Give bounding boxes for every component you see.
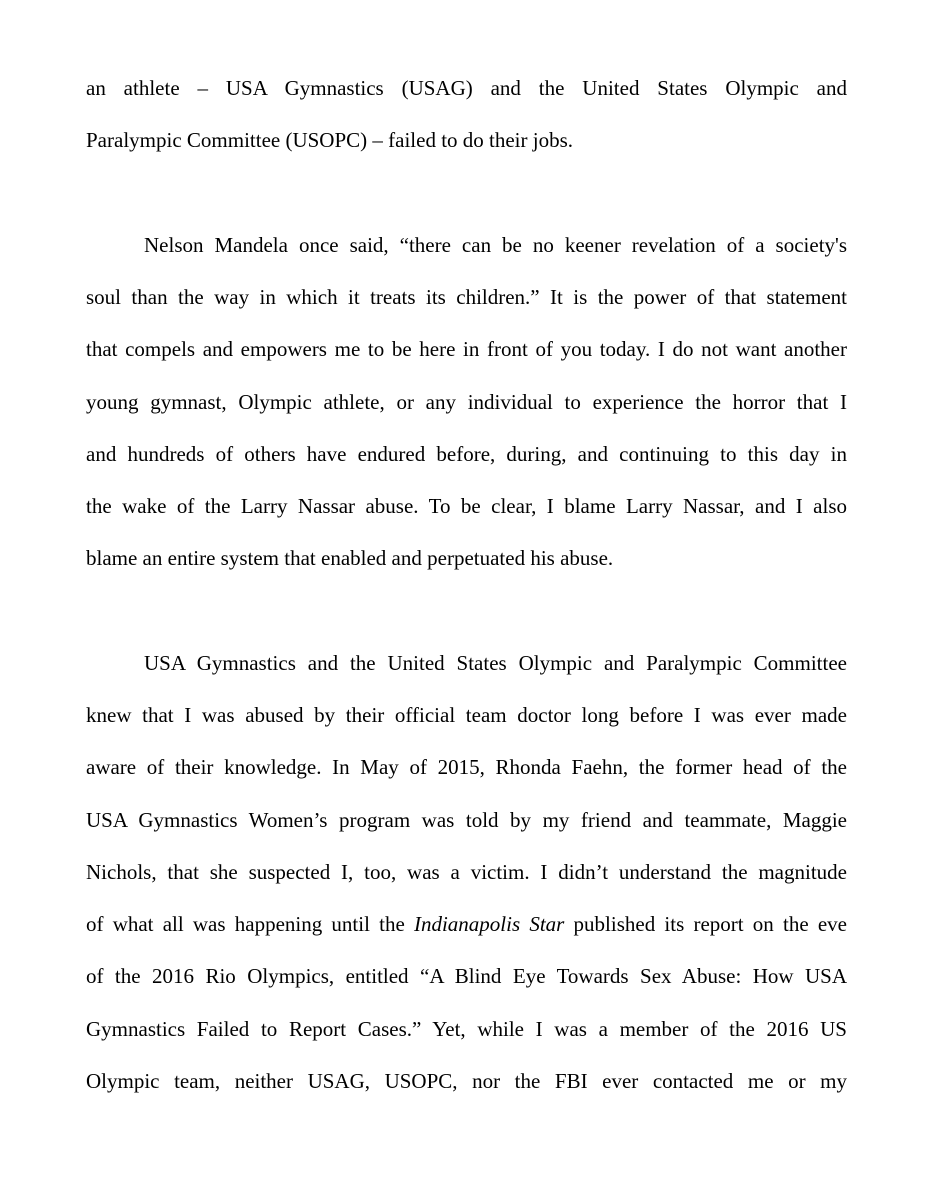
text-line: and hundreds of others have endured before, during, and continuing to this day in — [86, 442, 847, 466]
text-line: blame an entire system that enabled and perpetuated his abuse. — [86, 546, 614, 570]
text-line: an athlete – USA Gymnastics (USAG) and the United States Olympic and — [86, 76, 847, 100]
text-line: USA Gymnastics Women’s program was told by my friend and teammate, Maggie — [86, 808, 847, 832]
text-line: young gymnast, Olympic athlete, or any individual to experience the horror that I — [86, 390, 847, 414]
text-line: USA Gymnastics and the United States Olympic and Paralympic Committee — [144, 651, 847, 675]
text-line: Olympic team, neither USAG, USOPC, nor the FBI ever contacted me or my — [86, 1069, 847, 1093]
text-line: knew that I was abused by their official team doctor long before I was ever made — [86, 703, 847, 727]
text-line-with-italic — [86, 909, 847, 939]
text-segment: published its report on the eve — [564, 912, 847, 936]
text-line: the wake of the Larry Nassar abuse. To be clear, I blame Larry Nassar, and I also — [86, 494, 847, 518]
text-line: of the 2016 Rio Olympics, entitled “A Blind Eye Towards Sex Abuse: How USA — [86, 964, 847, 988]
text-line: Nichols, that she suspected I, too, was a victim. I didn’t understand the magnitude — [86, 860, 847, 884]
text-line: Nelson Mandela once said, “there can be no keener revelation of a society's — [144, 233, 847, 257]
text-line: that compels and empowers me to be here in front of you today. I do not want another — [86, 337, 847, 361]
publication-title-italic: Indianapolis Star — [413, 912, 565, 936]
text-line: aware of their knowledge. In May of 2015, Rhonda Faehn, the former head of the — [86, 755, 847, 779]
text-line: Paralympic Committee (USOPC) – failed to do their jobs. — [86, 128, 574, 152]
text-segment: of what all was happening until the — [86, 912, 414, 936]
text-line: soul than the way in which it treats its children.” It is the power of that statement — [86, 285, 847, 309]
text-line: Gymnastics Failed to Report Cases.” Yet, while I was a member of the 2016 US — [86, 1017, 847, 1041]
